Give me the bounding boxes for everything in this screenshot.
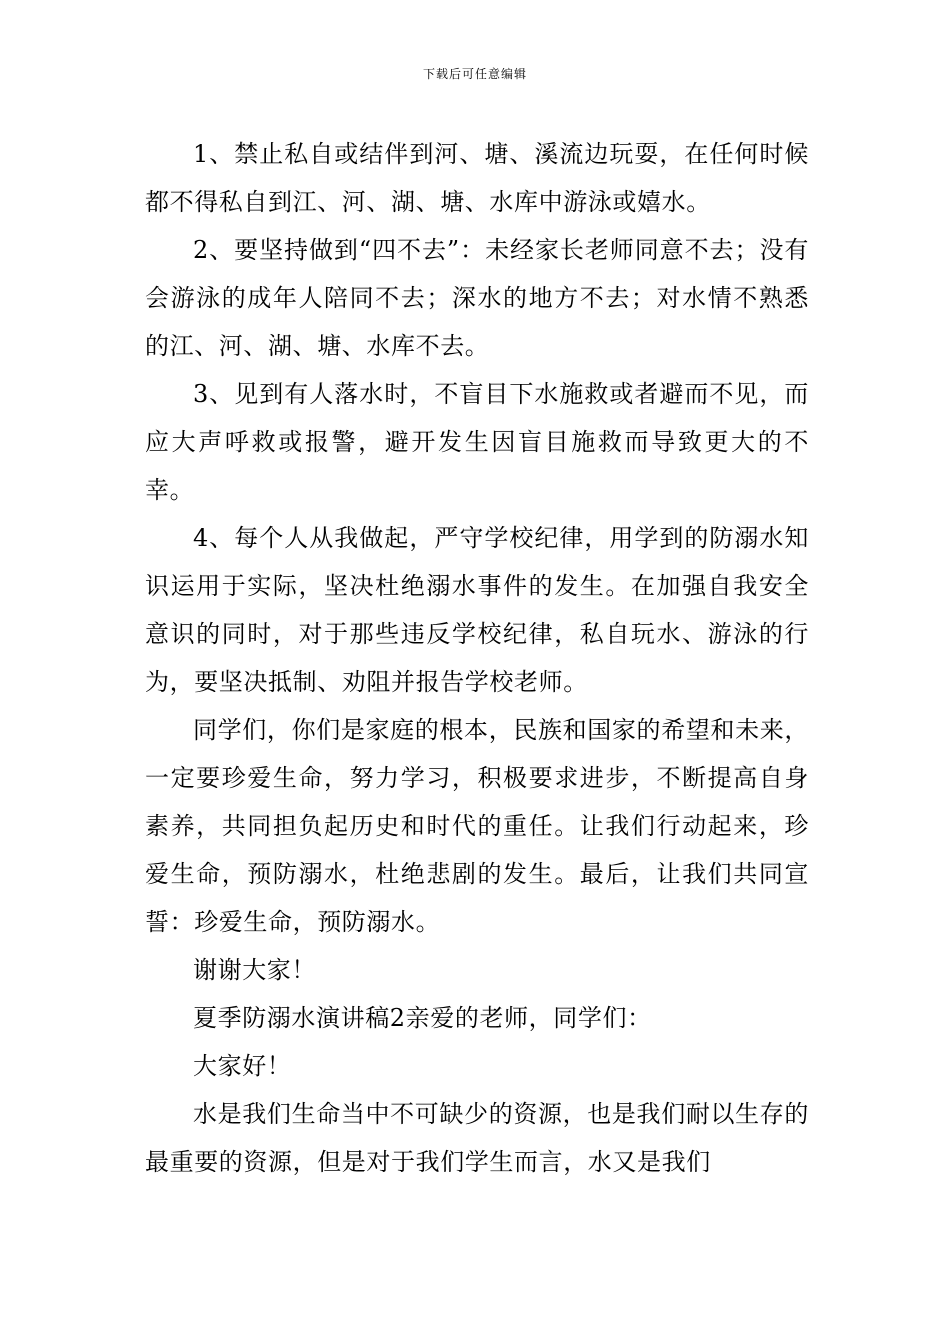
- paragraph-thanks: 谢谢大家！: [193, 956, 316, 984]
- paragraph-rule-4: 4、每个人从我做起，严守学校纪律，用学到的防溺水知识运用于实际，坚决杜绝溺水事件的发生。在加强自我安全意识的同时，对于那些违反学校纪律，私自玩水、游泳的行为，要坚决抵制、劝阻并报告学校老师。: [145, 524, 809, 696]
- paragraph-rule-2: 2、要坚持做到“四不去”：未经家长老师同意不去；没有会游泳的成年人陪同不去；深水的地方不去；对水情不熟悉的江、河、湖、塘、水库不去。: [145, 236, 809, 360]
- paragraph-speech-2-title: 夏季防溺水演讲稿2亲爱的老师，同学们：: [193, 1004, 652, 1032]
- document-body: [145, 130, 809, 1186]
- paragraph-rule-1: 1、禁止私自或结伴到河、塘、溪流边玩耍，在任何时候都不得私自到江、河、湖、塘、水库中游泳或嬉水。: [145, 140, 809, 216]
- paragraph-closing: 同学们，你们是家庭的根本，民族和国家的希望和未来，一定要珍爱生命，努力学习，积极要求进步，不断提高自身素养，共同担负起历史和时代的重任。让我们行动起来，珍爱生命，预防溺水，杜绝悲剧的发生。最后，让我们共同宣誓：珍爱生命，预防溺水。: [145, 716, 809, 936]
- paragraph-water-intro: 水是我们生命当中不可缺少的资源，也是我们耐以生存的最重要的资源，但是对于我们学生而言，水又是我们: [145, 1100, 809, 1176]
- paragraph-greeting: 大家好！: [193, 1052, 292, 1080]
- paragraph-rule-3: 3、见到有人落水时，不盲目下水施救或者避而不见，而应大声呼救或报警，避开发生因盲目施救而导致更大的不幸。: [145, 380, 809, 504]
- page-header: 下载后可任意编辑: [422, 67, 527, 81]
